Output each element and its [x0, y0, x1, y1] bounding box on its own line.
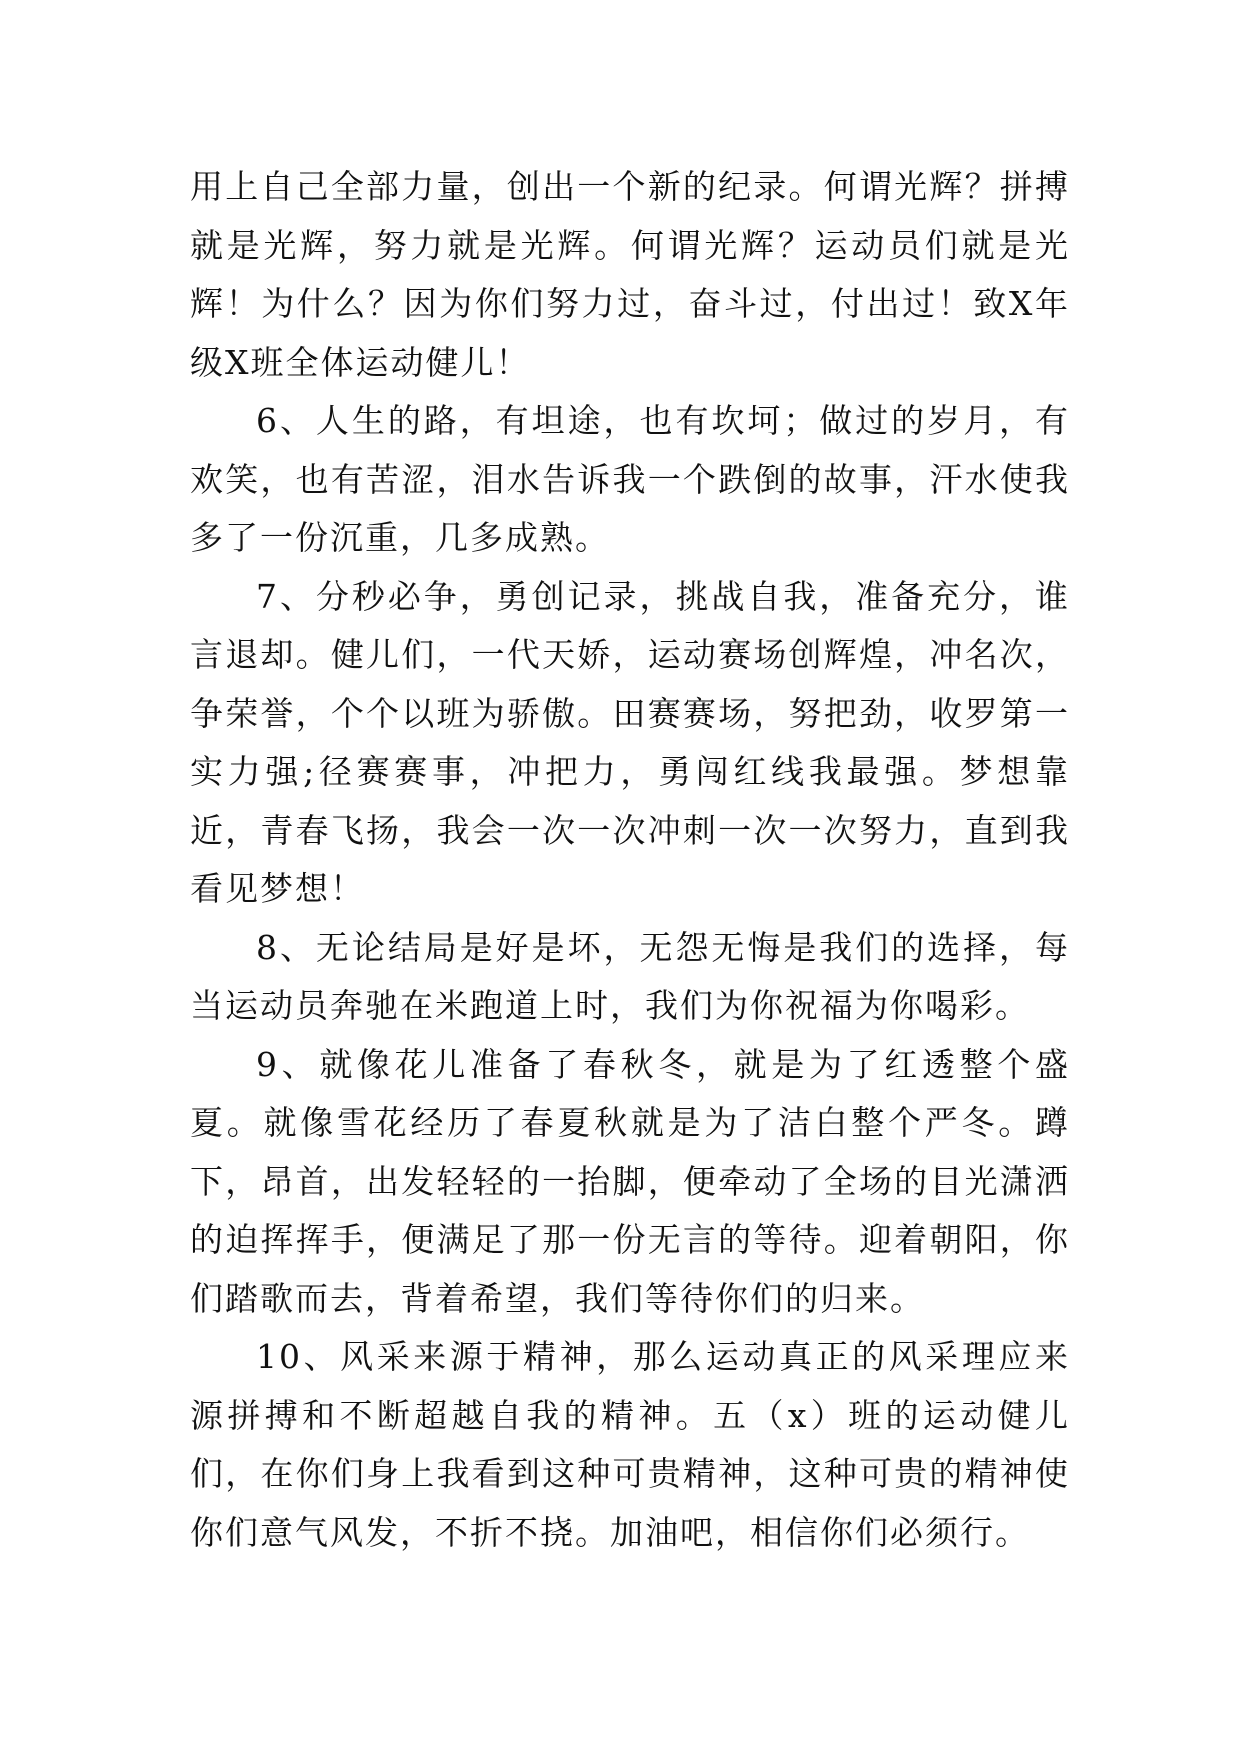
paragraph-continuation: 用上自己全部力量，创出一个新的纪录。何谓光辉？拼搏就是光辉，努力就是光辉。何谓光辉？运动员们就是光辉！为什么？因为你们努力过，奋斗过，付出过！致X年级X班全体运动健儿！	[190, 167, 1070, 382]
paragraph-6: 6、人生的路，有坦途，也有坎坷；做过的岁月，有欢笑，也有苦涩，泪水告诉我一个跌倒的故事，汗水使我多了一份沉重，几多成熟。	[190, 401, 1070, 557]
document-body	[190, 158, 1070, 1562]
paragraph-9: 9、就像花儿准备了春秋冬，就是为了红透整个盛夏。就像雪花经历了春夏秋就是为了洁白整个严冬。蹲下，昂首，出发轻轻的一抬脚，便牵动了全场的目光潇洒的迫挥挥手，便满足了那一份无言的等待。迎着朝阳，你们踏歌而去，背着希望，我们等待你们的归来。	[190, 1044, 1070, 1318]
paragraph-8: 8、无论结局是好是坏，无怨无悔是我们的选择，每当运动员奔驰在米跑道上时，我们为你祝福为你喝彩。	[190, 927, 1070, 1025]
paragraph-10: 10、风采来源于精神，那么运动真正的风采理应来源拼搏和不断超越自我的精神。五（x）班的运动健儿们，在你们身上我看到这种可贵精神，这种可贵的精神使你们意气风发，不折不挠。加油吧，相信你们必须行。	[190, 1337, 1070, 1552]
paragraph-7: 7、分秒必争，勇创记录，挑战自我，准备充分，谁言退却。健儿们，一代天娇，运动赛场创辉煌，冲名次，争荣誉，个个以班为骄傲。田赛赛场，努把劲，收罗第一实力强;径赛赛事，冲把力，勇闯红线我最强。梦想靠近，青春飞扬，我会一次一次冲刺一次一次努力，直到我看见梦想！	[190, 576, 1070, 908]
